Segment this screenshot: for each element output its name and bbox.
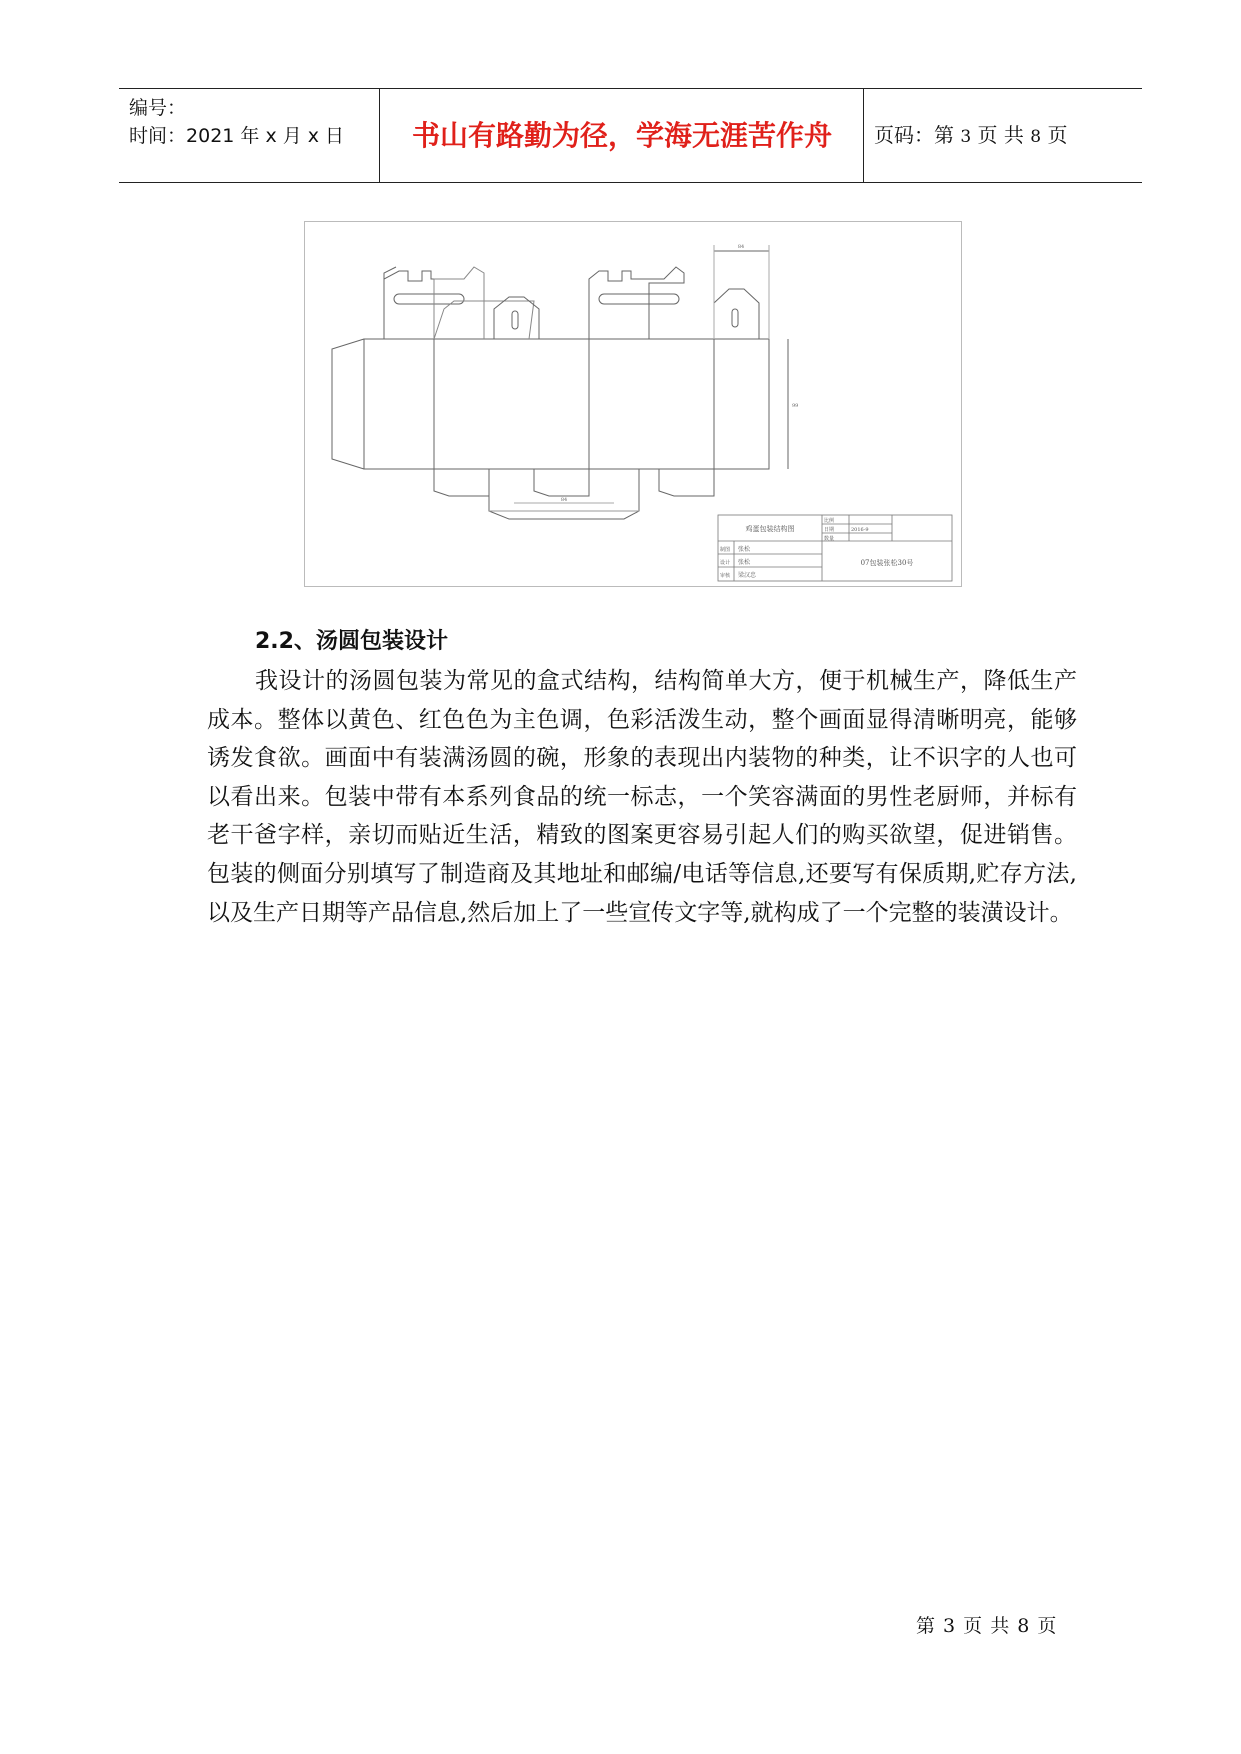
page-current: 3 <box>960 127 972 147</box>
design-value: 张松 <box>738 559 751 566</box>
bottom-flap <box>659 469 714 496</box>
date-label: 日期 <box>824 527 835 533</box>
side-flap <box>714 289 759 339</box>
qty-label: 数量 <box>824 536 835 542</box>
handle-flap <box>384 271 434 339</box>
dim-right-label: 99 <box>792 403 799 409</box>
scale-label: 比例 <box>824 518 835 524</box>
glue-flap <box>332 339 364 469</box>
page-total: 8 <box>1030 127 1042 147</box>
dim-bottom-label: 84 <box>560 497 568 503</box>
dim-top-label: 84 <box>737 244 745 250</box>
number-label: 编号： <box>129 97 187 119</box>
page-suffix: 页 <box>1047 123 1068 147</box>
handle-slot <box>599 294 679 304</box>
class-value: 07包装张松30号 <box>860 559 914 567</box>
time-label: 时间： <box>129 125 187 147</box>
handle-slot <box>394 294 464 304</box>
drawn-label: 制图 <box>720 547 731 553</box>
header-meta <box>129 89 379 182</box>
page-header <box>119 88 1142 183</box>
time-value: 2021 年 x 月 x 日 <box>186 125 345 147</box>
review-value: 梁汉忠 <box>738 572 757 579</box>
drawn-value: 张松 <box>738 546 751 553</box>
date-value: 2016-9 <box>851 527 869 533</box>
header-motto: 书山有路勤为径，学海无涯苦作舟 <box>411 119 832 152</box>
packaging-dieline-figure <box>304 221 962 587</box>
body-panels <box>364 339 769 469</box>
page-prefix: 页码：第 <box>874 123 954 147</box>
title-block-title: 鸡蛋包装结构图 <box>745 525 795 533</box>
handle-flap <box>434 267 484 339</box>
handle-flap <box>589 267 684 339</box>
section-title: 2.2、汤圆包装设计 <box>255 629 448 654</box>
side-slot <box>732 309 738 327</box>
page-mid: 页 共 <box>977 123 1024 147</box>
side-slot <box>512 311 518 329</box>
bottom-flap <box>434 469 489 496</box>
header-divider-left <box>379 89 380 182</box>
design-label: 设计 <box>720 560 731 566</box>
bottom-flap <box>534 469 589 496</box>
page-footer: 第 3 页 共 8 页 <box>916 1615 1058 1637</box>
time-line <box>129 121 344 148</box>
section-paragraph: 我设计的汤圆包装为常见的盒式结构，结构简单大方，便于机械生产，降低生产成本。整体以黄色、红色色为主色调，色彩活泼生动，整个画面显得清晰明亮，能够诱发食欲。画面中有装满汤圆的碗，形象的表现出内装物的种类，让不识字的人也可以看出来。包装中带有本系列食品的统一标志，一个笑容满面的男性老厨师，并标有老干爸字样，亲切而贴近生活，精致的图案更容易引起人们的购买欲望，促进销售。包装的侧面分别填写了制造商及其地址和邮编/电话等信息,还要写有保质期,贮存方法,以及生产日期等产品信息,然后加上了一些宣传文字等,就构成了一个完整的装潢设计。 <box>207 668 1077 926</box>
header-divider-right <box>863 89 864 182</box>
review-label: 审核 <box>720 573 731 579</box>
header-page-info <box>874 89 1134 182</box>
